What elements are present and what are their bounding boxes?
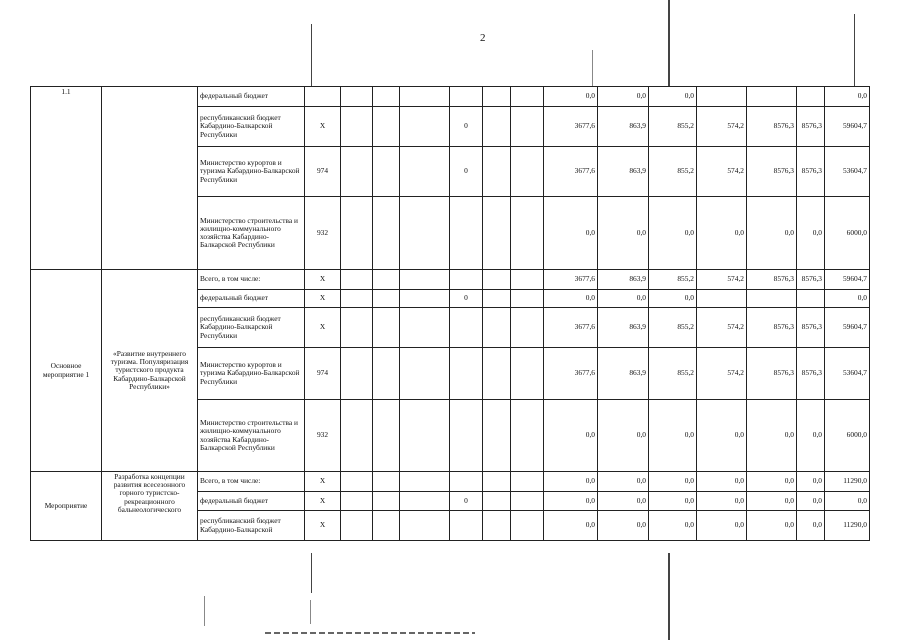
- scan-line: [265, 632, 475, 634]
- scan-line: [204, 596, 205, 626]
- code-cell: X: [305, 492, 341, 511]
- value-cell: 8576,3: [797, 308, 825, 348]
- code-cell: 974: [305, 348, 341, 400]
- row-group-description: «Развитие внутреннего туризма. Популяризация туристского продукта Кабардино-Балкарской Республики»: [102, 270, 198, 472]
- total-cell: 0,0: [825, 492, 870, 511]
- funding-source: федеральный бюджет: [198, 290, 305, 308]
- value-cell: 574,2: [697, 308, 747, 348]
- value-cell: 3677,6: [544, 348, 598, 400]
- value-cell: 855,2: [649, 270, 697, 290]
- code-cell: X: [305, 270, 341, 290]
- code-cell: X: [305, 511, 341, 541]
- funding-source: республиканский бюджет Кабардино-Балкарской: [198, 511, 305, 541]
- value-cell: 8576,3: [747, 270, 797, 290]
- value-cell: 0,0: [649, 492, 697, 511]
- code-cell: X: [305, 290, 341, 308]
- value-cell: 0,0: [649, 400, 697, 472]
- row-group-description: Разработка концепции развития всесезонного горного туристско-рекреационного бальнеологического: [102, 472, 198, 541]
- value-cell: 8576,3: [797, 348, 825, 400]
- value-cell: [697, 87, 747, 107]
- value-cell: [697, 290, 747, 308]
- value-cell: 0,0: [747, 400, 797, 472]
- value-cell: [747, 290, 797, 308]
- value-cell: 0,0: [697, 511, 747, 541]
- value-cell: 3677,6: [544, 308, 598, 348]
- value-cell: 574,2: [697, 270, 747, 290]
- zero-cell: 0: [450, 290, 483, 308]
- total-cell: 59604,7: [825, 308, 870, 348]
- value-cell: 574,2: [697, 348, 747, 400]
- total-cell: 0,0: [825, 87, 870, 107]
- total-cell: 53604,7: [825, 348, 870, 400]
- value-cell: 0,0: [649, 511, 697, 541]
- code-cell: X: [305, 472, 341, 492]
- funding-source: Всего, в том числе:: [198, 472, 305, 492]
- value-cell: 0,0: [598, 472, 649, 492]
- value-cell: 0,0: [747, 197, 797, 270]
- value-cell: 8576,3: [797, 270, 825, 290]
- value-cell: 8576,3: [747, 348, 797, 400]
- value-cell: [797, 87, 825, 107]
- funding-source: федеральный бюджет: [198, 492, 305, 511]
- value-cell: 0,0: [598, 511, 649, 541]
- total-cell: 11290,0: [825, 472, 870, 492]
- value-cell: 855,2: [649, 107, 697, 147]
- total-cell: 6000,0: [825, 400, 870, 472]
- value-cell: 8576,3: [797, 147, 825, 197]
- value-cell: 0,0: [797, 472, 825, 492]
- value-cell: 0,0: [797, 197, 825, 270]
- funding-source: Министерство курортов и туризма Кабардино-Балкарской Республики: [198, 348, 305, 400]
- value-cell: 863,9: [598, 107, 649, 147]
- zero-cell: [450, 348, 483, 400]
- value-cell: 0,0: [747, 511, 797, 541]
- value-cell: 0,0: [598, 492, 649, 511]
- value-cell: [747, 87, 797, 107]
- value-cell: 3677,6: [544, 270, 598, 290]
- code-cell: [305, 87, 341, 107]
- zero-cell: 0: [450, 107, 483, 147]
- value-cell: 3677,6: [544, 107, 598, 147]
- value-cell: 8576,3: [747, 308, 797, 348]
- value-cell: 0,0: [544, 290, 598, 308]
- budget-table: [30, 86, 870, 541]
- value-cell: 0,0: [797, 511, 825, 541]
- value-cell: 574,2: [697, 147, 747, 197]
- value-cell: 0,0: [598, 87, 649, 107]
- value-cell: 855,2: [649, 348, 697, 400]
- value-cell: 855,2: [649, 147, 697, 197]
- code-cell: 974: [305, 147, 341, 197]
- table-row: [31, 472, 870, 492]
- row-group-label: Основное мероприятие 1: [31, 270, 102, 472]
- scan-line: [310, 600, 311, 624]
- value-cell: 0,0: [544, 400, 598, 472]
- table-row: [31, 87, 870, 107]
- zero-cell: [450, 472, 483, 492]
- funding-source: Всего, в том числе:: [198, 270, 305, 290]
- funding-source: Министерство курортов и туризма Кабардино-Балкарской Республики: [198, 147, 305, 197]
- value-cell: 574,2: [697, 107, 747, 147]
- value-cell: 8576,3: [797, 107, 825, 147]
- table-row: [31, 270, 870, 290]
- total-cell: 0,0: [825, 290, 870, 308]
- zero-cell: 0: [450, 147, 483, 197]
- total-cell: 6000,0: [825, 197, 870, 270]
- zero-cell: [450, 511, 483, 541]
- funding-source: федеральный бюджет: [198, 87, 305, 107]
- value-cell: 8576,3: [747, 107, 797, 147]
- row-group-description: [102, 87, 198, 270]
- zero-cell: [450, 197, 483, 270]
- value-cell: 0,0: [697, 492, 747, 511]
- code-cell: X: [305, 308, 341, 348]
- value-cell: 0,0: [598, 197, 649, 270]
- total-cell: 59604,7: [825, 270, 870, 290]
- value-cell: 0,0: [649, 290, 697, 308]
- zero-cell: [450, 270, 483, 290]
- funding-source: республиканский бюджет Кабардино-Балкарской Республики: [198, 308, 305, 348]
- funding-source: Министерство строительства и жилищно-коммунального хозяйства Кабардино-Балкарской Республики: [198, 400, 305, 472]
- scan-line: [668, 0, 670, 86]
- value-cell: 0,0: [598, 290, 649, 308]
- value-cell: 0,0: [649, 87, 697, 107]
- zero-cell: [450, 87, 483, 107]
- value-cell: 0,0: [747, 492, 797, 511]
- value-cell: 0,0: [649, 197, 697, 270]
- scan-line: [592, 50, 593, 86]
- code-cell: 932: [305, 197, 341, 270]
- value-cell: 0,0: [797, 492, 825, 511]
- value-cell: 863,9: [598, 348, 649, 400]
- total-cell: 53604,7: [825, 147, 870, 197]
- code-cell: 932: [305, 400, 341, 472]
- value-cell: 0,0: [598, 400, 649, 472]
- value-cell: 8576,3: [747, 147, 797, 197]
- scan-line: [311, 553, 312, 593]
- scan-line: [668, 553, 670, 640]
- funding-source: Министерство строительства и жилищно-коммунального хозяйства Кабардино-Балкарской Республики: [198, 197, 305, 270]
- value-cell: 863,9: [598, 147, 649, 197]
- total-cell: 59604,7: [825, 107, 870, 147]
- value-cell: 0,0: [544, 197, 598, 270]
- value-cell: 0,0: [747, 472, 797, 492]
- page-number: 2: [480, 32, 486, 44]
- funding-source: республиканский бюджет Кабардино-Балкарской Республики: [198, 107, 305, 147]
- value-cell: 0,0: [797, 400, 825, 472]
- code-cell: X: [305, 107, 341, 147]
- row-group-label: Мероприятие: [31, 472, 102, 541]
- value-cell: [797, 290, 825, 308]
- zero-cell: [450, 308, 483, 348]
- zero-cell: [450, 400, 483, 472]
- row-group-label: 1.1: [31, 87, 102, 270]
- value-cell: 0,0: [649, 472, 697, 492]
- scan-line: [311, 24, 312, 86]
- scan-line: [854, 14, 855, 86]
- zero-cell: 0: [450, 492, 483, 511]
- value-cell: 0,0: [544, 87, 598, 107]
- value-cell: 3677,6: [544, 147, 598, 197]
- value-cell: 0,0: [544, 472, 598, 492]
- value-cell: 0,0: [697, 400, 747, 472]
- total-cell: 11290,0: [825, 511, 870, 541]
- value-cell: 863,9: [598, 270, 649, 290]
- value-cell: 0,0: [697, 472, 747, 492]
- value-cell: 863,9: [598, 308, 649, 348]
- value-cell: 0,0: [697, 197, 747, 270]
- value-cell: 855,2: [649, 308, 697, 348]
- value-cell: 0,0: [544, 492, 598, 511]
- value-cell: 0,0: [544, 511, 598, 541]
